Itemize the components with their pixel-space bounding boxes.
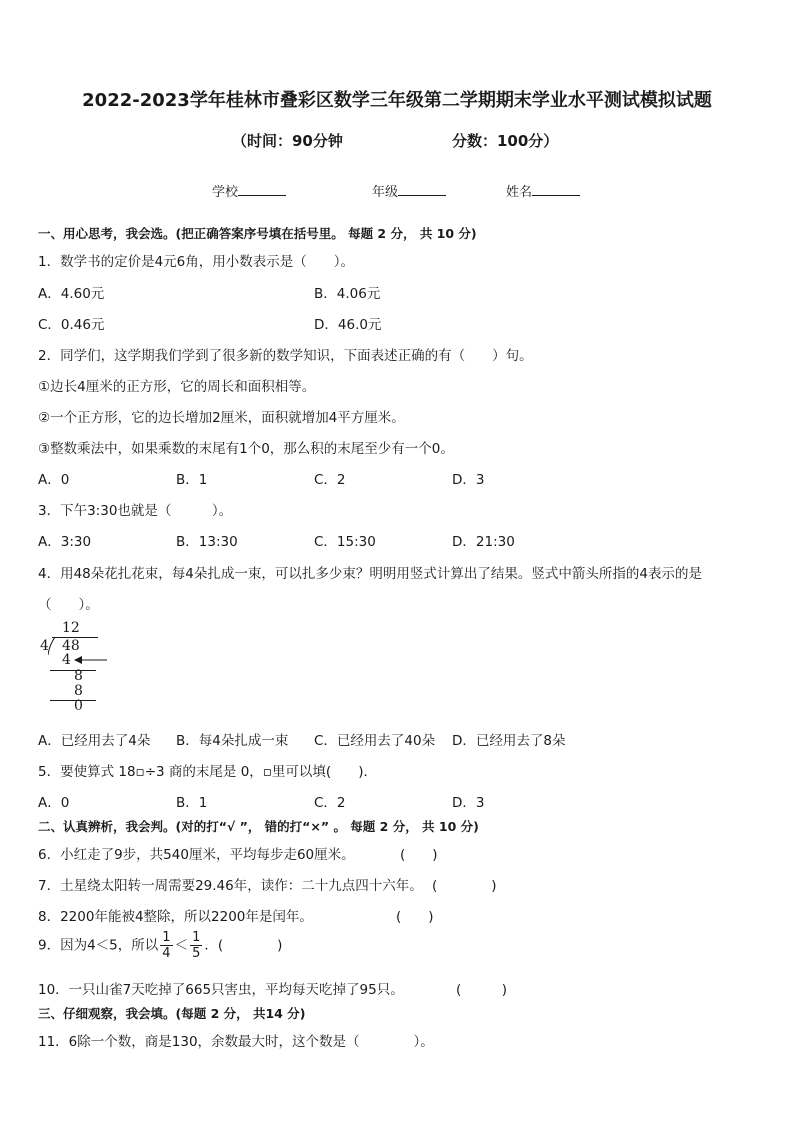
q3-text: 3．下午3:30也就是（ ）。 xyxy=(38,503,233,519)
q10-answer-blank[interactable]: ( ) xyxy=(456,982,508,998)
q4-option-b[interactable]: B．每4朵扎成一束 xyxy=(176,733,289,749)
q2-statement-3: ③整数乘法中，如果乘数的末尾有1个0，那么积的末尾至少有一个0。 xyxy=(38,441,454,457)
q1-option-d[interactable]: D．46.0元 xyxy=(314,317,382,333)
q8-answer-blank[interactable]: ( ) xyxy=(396,909,434,925)
school-field[interactable] xyxy=(212,181,286,200)
school-blank[interactable] xyxy=(238,195,286,196)
partial-product-1: 4 xyxy=(62,652,71,668)
q8-text: 8．2200年能被4整除，所以2200年是闰年。 xyxy=(38,909,313,925)
q10-text: 10．一只山雀7天吃掉了665只害虫，平均每天吃掉了95只。 xyxy=(38,982,404,998)
dividend: 48 xyxy=(62,638,80,654)
name-label: 姓名 xyxy=(506,185,533,200)
q9-prefix: 9．因为4＜5，所以 xyxy=(38,937,159,954)
q9-answer-blank[interactable]: ．( ) xyxy=(204,937,283,954)
grade-field[interactable] xyxy=(372,181,446,200)
final-remainder: 0 xyxy=(74,698,83,714)
q4-option-a[interactable]: A．已经用去了4朵 xyxy=(38,733,151,749)
q1-option-b[interactable]: B．4.06元 xyxy=(314,286,381,302)
q3-option-d[interactable]: D．21:30 xyxy=(452,534,515,550)
q1-text: 1．数学书的定价是4元6角，用小数表示是（ ）。 xyxy=(38,254,355,270)
time-label: （时间：90分钟 xyxy=(232,132,343,150)
q7-text: 7．土星绕太阳转一周需要29.46年，读作：二十九点四十六年。 xyxy=(38,878,423,894)
division-bracket xyxy=(48,637,56,655)
long-division xyxy=(34,618,124,718)
q5-option-b[interactable]: B．1 xyxy=(176,795,208,811)
q4-text-line-2: （ ）。 xyxy=(38,597,99,613)
q1-option-c[interactable]: C．0.46元 xyxy=(38,317,105,333)
divisor: 4 xyxy=(40,638,49,654)
q5-text: 5．要使算式 18▫÷3 商的末尾是 0，▫里可以填( )． xyxy=(38,764,377,780)
q2-text: 2．同学们，这学期我们学到了很多新的数学知识，下面表述正确的有（ ）句。 xyxy=(38,348,533,364)
q2-option-c[interactable]: C．2 xyxy=(314,472,346,488)
q2-option-b[interactable]: B．1 xyxy=(176,472,208,488)
q3-option-a[interactable]: A．3:30 xyxy=(38,534,92,550)
arrow-left-icon xyxy=(74,654,108,666)
q5-option-d[interactable]: D．3 xyxy=(452,795,485,811)
remainder-1: 8 xyxy=(74,668,83,684)
partial-product-2: 8 xyxy=(74,683,83,699)
q9-line xyxy=(38,930,282,961)
school-label: 学校 xyxy=(212,185,239,200)
section-3-heading: 三、仔细观察，我会填。(每题 2 分， 共14 分) xyxy=(38,1006,306,1021)
subtraction-bar-1 xyxy=(50,670,96,671)
fraction-one-fifth: $\frac{1}{5}$ xyxy=(192,930,201,961)
quotient: 12 xyxy=(62,620,80,636)
q5-option-a[interactable]: A．0 xyxy=(38,795,70,811)
section-1-heading: 一、用心思考，我会选。(把正确答案序号填在括号里。 每题 2 分， 共 10 分) xyxy=(38,226,477,241)
section-2-heading: 二、认真辨析，我会判。(对的打“√ ”， 错的打“×” 。 每题 2 分， 共 10 分) xyxy=(38,819,479,834)
fraction-one-quarter: $\frac{1}{4}$ xyxy=(162,930,171,961)
q4-option-d[interactable]: D．已经用去了8朵 xyxy=(452,733,566,749)
q6-answer-blank[interactable]: ( ) xyxy=(400,847,438,863)
grade-blank[interactable] xyxy=(398,195,446,196)
less-than-sign: ＜ xyxy=(174,937,189,954)
q7-answer-blank[interactable]: ( ) xyxy=(432,878,497,894)
q2-statement-1: ①边长4厘米的正方形，它的周长和面积相等。 xyxy=(38,379,316,395)
grade-label: 年级 xyxy=(372,185,399,200)
q2-option-d[interactable]: D．3 xyxy=(452,472,485,488)
subtraction-bar-2 xyxy=(50,700,96,701)
q2-option-a[interactable]: A．0 xyxy=(38,472,70,488)
q4-option-c[interactable]: C．已经用去了40朵 xyxy=(314,733,436,749)
exam-title: 2022-2023学年桂林市叠彩区数学三年级第二学期期末学业水平测试模拟试题 xyxy=(82,90,712,111)
q5-option-c[interactable]: C．2 xyxy=(314,795,346,811)
q4-text-line-1: 4．用48朵花扎花束，每4朵扎成一束，可以扎多少束？明明用竖式计算出了结果。竖式中箭头所指的4表示的是 xyxy=(38,566,702,582)
name-blank[interactable] xyxy=(532,195,580,196)
q6-text: 6．小红走了9步，共540厘米，平均每步走60厘米。 xyxy=(38,847,355,863)
score-label: 分数：100分） xyxy=(452,132,559,150)
q2-statement-2: ②一个正方形，它的边长增加2厘米，面积就增加4平方厘米。 xyxy=(38,410,405,426)
q1-option-a[interactable]: A．4.60元 xyxy=(38,286,105,302)
name-field[interactable] xyxy=(506,181,580,200)
q3-option-b[interactable]: B．13:30 xyxy=(176,534,238,550)
q11-text: 11．6除一个数，商是130，余数最大时，这个数是（ ）。 xyxy=(38,1034,434,1050)
q3-option-c[interactable]: C．15:30 xyxy=(314,534,376,550)
